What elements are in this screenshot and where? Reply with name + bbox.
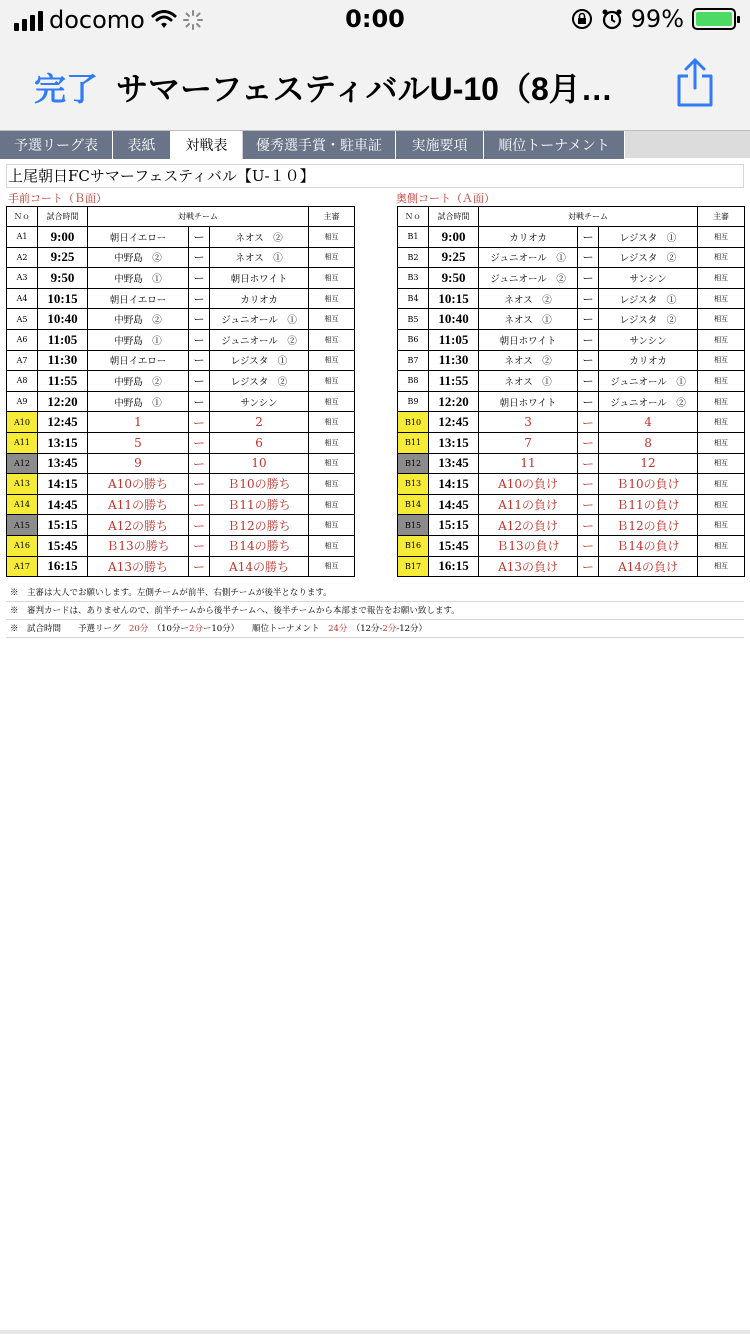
- match-number: B14: [398, 494, 429, 515]
- note-match-duration: [6, 620, 744, 638]
- table-row: [7, 535, 745, 556]
- match-time: 12:45: [429, 412, 479, 433]
- header-ref: 主審: [309, 207, 355, 227]
- clock: 0:00: [345, 5, 405, 33]
- versus-dash: ー: [189, 412, 210, 433]
- referee: 相互: [309, 432, 355, 453]
- match-number: B5: [398, 309, 429, 330]
- referee: 相互: [698, 268, 745, 289]
- home-team: 中野島 ①: [88, 268, 189, 289]
- versus-dash: ー: [578, 268, 599, 289]
- done-button[interactable]: 完了: [34, 71, 99, 107]
- table-gap: [355, 515, 398, 536]
- table-row: [7, 474, 745, 495]
- versus-dash: ー: [189, 288, 210, 309]
- match-time: 9:25: [429, 247, 479, 268]
- referee: 相互: [309, 309, 355, 330]
- referee: 相互: [698, 329, 745, 350]
- match-time: 16:15: [38, 556, 88, 577]
- title-row-frame: [6, 164, 744, 188]
- match-number: A1: [7, 227, 38, 248]
- match-time: 11:55: [429, 371, 479, 392]
- table-gap: [355, 207, 398, 227]
- rotation-lock-icon: [571, 8, 593, 30]
- spreadsheet: [6, 164, 744, 634]
- table-gap: [355, 288, 398, 309]
- referee: 相互: [698, 515, 745, 536]
- match-number: A8: [7, 371, 38, 392]
- header-teams: 対戦チーム: [88, 207, 309, 227]
- versus-dash: ー: [578, 288, 599, 309]
- referee: 相互: [309, 412, 355, 433]
- away-team: ジュニオール ②: [599, 391, 698, 412]
- home-team: 中野島 ②: [88, 371, 189, 392]
- note-tourn-detail-a: （12分-: [355, 624, 383, 634]
- match-number: B15: [398, 515, 429, 536]
- table-header-row: [7, 207, 745, 227]
- away-team: 朝日ホワイト: [210, 268, 309, 289]
- referee: 相互: [698, 535, 745, 556]
- home-team: ジュニオール ②: [479, 268, 578, 289]
- match-time: 10:15: [429, 288, 479, 309]
- versus-dash: ー: [578, 227, 599, 248]
- header-time: 試合時間: [429, 207, 479, 227]
- match-time: 9:50: [429, 268, 479, 289]
- match-time: 11:05: [38, 329, 88, 350]
- match-time: 9:00: [429, 227, 479, 248]
- battery-icon: [692, 8, 736, 30]
- referee: 相互: [698, 412, 745, 433]
- referee: 相互: [309, 515, 355, 536]
- home-team: 朝日ホワイト: [479, 391, 578, 412]
- match-time: 14:45: [38, 494, 88, 515]
- match-number: A9: [7, 391, 38, 412]
- match-time: 13:15: [38, 432, 88, 453]
- header-no: Ｎｏ: [7, 207, 38, 227]
- home-team: A13の勝ち: [88, 556, 189, 577]
- match-number: A3: [7, 268, 38, 289]
- home-team: A12の負け: [479, 515, 578, 536]
- note-league-minutes: 20分: [129, 624, 149, 634]
- match-number: A15: [7, 515, 38, 536]
- away-team: Ｂ12の勝ち: [210, 515, 309, 536]
- versus-dash: ー: [189, 391, 210, 412]
- away-team: カリオカ: [599, 350, 698, 371]
- referee: 相互: [309, 535, 355, 556]
- versus-dash: ー: [189, 556, 210, 577]
- versus-dash: ー: [578, 329, 599, 350]
- away-team: サンシン: [599, 329, 698, 350]
- note-league-detail-b: 2分: [188, 624, 203, 634]
- referee: 相互: [309, 350, 355, 371]
- versus-dash: ー: [189, 494, 210, 515]
- match-time: 9:25: [38, 247, 88, 268]
- away-team: ネオス ①: [210, 247, 309, 268]
- home-team: 11: [479, 453, 578, 474]
- referee: 相互: [309, 288, 355, 309]
- home-team: ネオス ②: [479, 288, 578, 309]
- page-title: サマーフェスティバルU-10（8月…: [116, 71, 613, 107]
- table-row: [7, 247, 745, 268]
- referee: 相互: [698, 247, 745, 268]
- tab-guidelines[interactable]: 実施要項: [396, 131, 484, 159]
- versus-dash: ー: [189, 268, 210, 289]
- away-team: Ｂ11の勝ち: [210, 494, 309, 515]
- away-team: Ｂ10の勝ち: [210, 474, 309, 495]
- table-gap: [355, 247, 398, 268]
- match-number: A17: [7, 556, 38, 577]
- versus-dash: ー: [578, 515, 599, 536]
- referee: 相互: [309, 329, 355, 350]
- note-league-detail-c: ー10分）: [202, 624, 235, 634]
- match-number: B10: [398, 412, 429, 433]
- match-time: 12:20: [38, 391, 88, 412]
- table-row: [7, 432, 745, 453]
- versus-dash: ー: [189, 432, 210, 453]
- home-team: 朝日ホワイト: [479, 329, 578, 350]
- match-time: 10:40: [38, 309, 88, 330]
- table-row: [7, 227, 745, 248]
- match-time: 13:45: [38, 453, 88, 474]
- versus-dash: ー: [189, 535, 210, 556]
- home-team: A10の負け: [479, 474, 578, 495]
- table-gap: [355, 474, 398, 495]
- match-number: B7: [398, 350, 429, 371]
- match-number: A12: [7, 453, 38, 474]
- versus-dash: ー: [189, 227, 210, 248]
- home-team: Ｂ13の負け: [479, 535, 578, 556]
- table-row: [7, 309, 745, 330]
- away-team: Ｂ14の負け: [599, 535, 698, 556]
- match-number: A10: [7, 412, 38, 433]
- versus-dash: ー: [189, 350, 210, 371]
- versus-dash: ー: [578, 412, 599, 433]
- match-number: B3: [398, 268, 429, 289]
- header-no: Ｎｏ: [398, 207, 429, 227]
- note-tournament-minutes: 24分: [328, 624, 348, 634]
- home-team: A10の勝ち: [88, 474, 189, 495]
- home-team: 朝日イエロー: [88, 288, 189, 309]
- match-time: 11:30: [429, 350, 479, 371]
- notes: [6, 584, 744, 638]
- away-team: ジュニオール ①: [599, 371, 698, 392]
- match-time: 11:05: [429, 329, 479, 350]
- versus-dash: ー: [578, 535, 599, 556]
- away-team: Ｂ12の負け: [599, 515, 698, 536]
- match-number: A13: [7, 474, 38, 495]
- match-number: B12: [398, 453, 429, 474]
- match-number: B17: [398, 556, 429, 577]
- table-row: [7, 453, 745, 474]
- home-team: 中野島 ②: [88, 247, 189, 268]
- home-team: 中野島 ②: [88, 309, 189, 330]
- versus-dash: ー: [189, 371, 210, 392]
- share-icon[interactable]: [674, 56, 716, 108]
- navigation-bar: [0, 40, 750, 130]
- table-gap: [355, 227, 398, 248]
- referee: 相互: [698, 391, 745, 412]
- table-row: [7, 556, 745, 577]
- bottom-edge: [0, 1330, 750, 1334]
- table-gap: [355, 494, 398, 515]
- match-number: B1: [398, 227, 429, 248]
- away-team: ジュニオール ②: [210, 329, 309, 350]
- table-gap: [355, 391, 398, 412]
- table-gap: [355, 350, 398, 371]
- match-time: 14:45: [429, 494, 479, 515]
- tab-awards-parking[interactable]: 優秀選手賞・駐車証: [243, 131, 396, 159]
- versus-dash: ー: [189, 309, 210, 330]
- match-time: 16:15: [429, 556, 479, 577]
- versus-dash: ー: [189, 453, 210, 474]
- versus-dash: ー: [189, 515, 210, 536]
- table-gap: [355, 412, 398, 433]
- versus-dash: ー: [578, 556, 599, 577]
- table-gap: [355, 556, 398, 577]
- away-team: ネオス ②: [210, 227, 309, 248]
- match-number: A4: [7, 288, 38, 309]
- table-gap: [355, 309, 398, 330]
- match-time: 15:45: [38, 535, 88, 556]
- match-time: 15:15: [38, 515, 88, 536]
- home-team: 中野島 ①: [88, 329, 189, 350]
- referee: 相互: [698, 227, 745, 248]
- away-team: サンシン: [599, 268, 698, 289]
- referee: 相互: [698, 288, 745, 309]
- away-team: カリオカ: [210, 288, 309, 309]
- table-gap: [355, 329, 398, 350]
- away-team: A14の勝ち: [210, 556, 309, 577]
- match-number: A11: [7, 432, 38, 453]
- match-time: 15:15: [429, 515, 479, 536]
- versus-dash: ー: [578, 309, 599, 330]
- away-team: レジスタ ①: [210, 350, 309, 371]
- referee: 相互: [698, 556, 745, 577]
- home-team: 3: [479, 412, 578, 433]
- home-team: 朝日イエロー: [88, 227, 189, 248]
- tab-yosen-league[interactable]: 予選リーグ表: [0, 131, 113, 159]
- home-team: カリオカ: [479, 227, 578, 248]
- away-team: レジスタ ①: [599, 288, 698, 309]
- home-team: A11の負け: [479, 494, 578, 515]
- match-number: A6: [7, 329, 38, 350]
- note-tourn-detail-b: 2分: [382, 624, 397, 634]
- table-gap: [355, 371, 398, 392]
- home-team: A11の勝ち: [88, 494, 189, 515]
- header-ref: 主審: [698, 207, 745, 227]
- table-row: [7, 391, 745, 412]
- header-time: 試合時間: [38, 207, 88, 227]
- home-team: 朝日イエロー: [88, 350, 189, 371]
- match-time: 14:15: [38, 474, 88, 495]
- away-team: レジスタ ②: [599, 247, 698, 268]
- match-time: 9:50: [38, 268, 88, 289]
- home-team: A13の負け: [479, 556, 578, 577]
- referee: 相互: [698, 432, 745, 453]
- versus-dash: ー: [578, 453, 599, 474]
- match-number: A14: [7, 494, 38, 515]
- versus-dash: ー: [189, 474, 210, 495]
- referee: 相互: [309, 494, 355, 515]
- away-team: 12: [599, 453, 698, 474]
- table-row: [7, 288, 745, 309]
- referee: 相互: [309, 227, 355, 248]
- referee: 相互: [698, 309, 745, 330]
- away-team: レジスタ ①: [599, 227, 698, 248]
- referee: 相互: [309, 453, 355, 474]
- referee: 相互: [698, 474, 745, 495]
- away-team: Ｂ11の負け: [599, 494, 698, 515]
- note-referee: ※ 主審は大人でお願いします。左側チームが前半、右側チームが後半となります。: [6, 584, 744, 602]
- table-gap: [355, 453, 398, 474]
- note-referee-card: ※ 審判カードは、ありませんので、前半チームから後半チームへ、後半チームから本部まで報告をお願い致します。: [6, 602, 744, 620]
- match-time: 11:30: [38, 350, 88, 371]
- table-gap: [355, 432, 398, 453]
- referee: 相互: [698, 350, 745, 371]
- match-time: 10:15: [38, 288, 88, 309]
- match-time: 9:00: [38, 227, 88, 248]
- versus-dash: ー: [578, 432, 599, 453]
- table-row: [7, 350, 745, 371]
- away-team: A14の負け: [599, 556, 698, 577]
- away-team: 4: [599, 412, 698, 433]
- referee: 相互: [309, 371, 355, 392]
- referee: 相互: [309, 268, 355, 289]
- match-time: 14:15: [429, 474, 479, 495]
- status-bar: [0, 0, 750, 40]
- match-time: 12:20: [429, 391, 479, 412]
- versus-dash: ー: [189, 329, 210, 350]
- home-team: ネオス ①: [479, 309, 578, 330]
- home-team: 1: [88, 412, 189, 433]
- table-gap: [355, 268, 398, 289]
- note-duration-mid: 順位トーナメント: [234, 624, 329, 634]
- away-team: サンシン: [210, 391, 309, 412]
- versus-dash: ー: [578, 350, 599, 371]
- note-league-detail-a: （10分ー: [156, 624, 189, 634]
- away-team: 6: [210, 432, 309, 453]
- referee: 相互: [698, 453, 745, 474]
- match-number: B13: [398, 474, 429, 495]
- match-time: 12:45: [38, 412, 88, 433]
- tab-match-table[interactable]: 対戦表: [171, 131, 243, 159]
- away-team: Ｂ10の負け: [599, 474, 698, 495]
- home-team: ジュニオール ①: [479, 247, 578, 268]
- match-number: B11: [398, 432, 429, 453]
- referee: 相互: [309, 474, 355, 495]
- match-table: [6, 206, 745, 577]
- left-court-label: 手前コート（Ｂ面）: [8, 192, 107, 205]
- referee: 相互: [698, 371, 745, 392]
- versus-dash: ー: [578, 247, 599, 268]
- table-row: [7, 494, 745, 515]
- table-row: [7, 515, 745, 536]
- carrier-label: docomo: [49, 6, 145, 34]
- versus-dash: ー: [578, 494, 599, 515]
- status-right: [571, 5, 736, 33]
- away-team: Ｂ14の勝ち: [210, 535, 309, 556]
- versus-dash: ー: [578, 391, 599, 412]
- away-team: レジスタ ②: [210, 371, 309, 392]
- away-team: ジュニオール ①: [210, 309, 309, 330]
- match-time: 10:40: [429, 309, 479, 330]
- sheet-title: 上尾朝日FCサマーフェスティバル【U‐１０】: [8, 167, 315, 185]
- referee: 相互: [309, 247, 355, 268]
- alarm-icon: [601, 8, 623, 30]
- home-team: 7: [479, 432, 578, 453]
- match-number: A7: [7, 350, 38, 371]
- note-tourn-detail-c: -12分）: [396, 624, 428, 634]
- match-number: B6: [398, 329, 429, 350]
- home-team: A12の勝ち: [88, 515, 189, 536]
- match-number: B2: [398, 247, 429, 268]
- away-team: 10: [210, 453, 309, 474]
- home-team: ネオス ①: [479, 371, 578, 392]
- table-row: [7, 268, 745, 289]
- home-team: 9: [88, 453, 189, 474]
- match-number: A2: [7, 247, 38, 268]
- match-number: A5: [7, 309, 38, 330]
- match-time: 13:45: [429, 453, 479, 474]
- match-number: A16: [7, 535, 38, 556]
- versus-dash: ー: [189, 247, 210, 268]
- match-time: 15:45: [429, 535, 479, 556]
- table-row: [7, 412, 745, 433]
- tab-cover[interactable]: 表紙: [113, 131, 171, 159]
- referee: 相互: [309, 556, 355, 577]
- table-row: [7, 371, 745, 392]
- note-duration-prefix: ※ 試合時間 予選リーグ: [10, 624, 130, 634]
- versus-dash: ー: [578, 474, 599, 495]
- home-team: Ｂ13の勝ち: [88, 535, 189, 556]
- away-team: 2: [210, 412, 309, 433]
- match-number: B9: [398, 391, 429, 412]
- match-number: B4: [398, 288, 429, 309]
- away-team: レジスタ ②: [599, 309, 698, 330]
- referee: 相互: [698, 494, 745, 515]
- header-teams: 対戦チーム: [479, 207, 698, 227]
- home-team: ネオス ②: [479, 350, 578, 371]
- match-number: B16: [398, 535, 429, 556]
- tab-tournament[interactable]: 順位トーナメント: [484, 131, 625, 159]
- battery-percent: 99%: [630, 5, 684, 33]
- home-team: 中野島 ①: [88, 391, 189, 412]
- match-number: B8: [398, 371, 429, 392]
- versus-dash: ー: [578, 371, 599, 392]
- right-court-label: 奥側コート（Ａ面）: [396, 192, 495, 205]
- sheet-tabs: [0, 130, 750, 158]
- table-gap: [355, 535, 398, 556]
- match-time: 11:55: [38, 371, 88, 392]
- table-row: [7, 329, 745, 350]
- referee: 相互: [309, 391, 355, 412]
- home-team: 5: [88, 432, 189, 453]
- match-time: 13:15: [429, 432, 479, 453]
- away-team: 8: [599, 432, 698, 453]
